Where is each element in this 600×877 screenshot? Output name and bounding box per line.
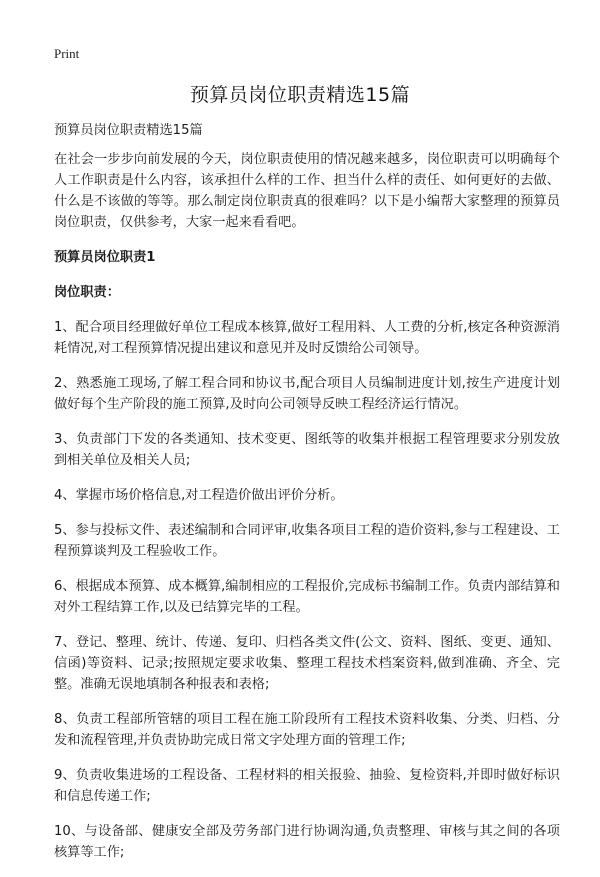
duty-item: 5、参与投标文件、表述编制和合同评审,收集各项目工程的造价资料,参与工程建设、工程预算谈判及工程验收工作。 [54, 523, 560, 559]
duty-item: 10、与设备部、健康安全部及劳务部门进行协调沟通,负责整理、审核与其之间的各项核算等工作; [54, 824, 560, 860]
duty-item: 8、负责工程部所管辖的项目工程在施工阶段所有工程技术资料收集、分类、归档、分发和流程管理,并负责协助完成日常文字处理方面的管理工作; [54, 712, 560, 748]
duty-item: 4、掌握市场价格信息,对工程造价做出评价分析。 [54, 488, 344, 503]
duty-item: 1、配合项目经理做好单位工程成本核算,做好工程用料、人工费的分析,核定各种资源消耗情况,对工程预算情况提出建议和意见并及时反馈给公司领导。 [54, 320, 560, 356]
duty-item: 9、负责收集进场的工程设备、工程材料的相关报验、抽验、复检资料,并即时做好标识和信息传递工作; [54, 768, 560, 804]
intro-paragraph: 在社会一步步向前发展的今天，岗位职责使用的情况越来越多，岗位职责可以明确每个人工作职责是什么内容，该承担什么样的工作、担当什么样的责任、如何更好的去做、什么是不该做的等等。那么制定岗位职责真的很难吗？以下是小编帮大家整理的预算员岗位职责，仅供参考，大家一起来看看吧。 [54, 152, 560, 230]
duty-item: 7、登记、整理、统计、传递、复印、归档各类文件(公文、资料、图纸、变更、通知、信函)等资料、记录;按照规定要求收集、整理工程技术档案资料,做到准确、齐全、完整。准确无误地填制各种报表和表格; [54, 635, 560, 692]
print-label: Print [54, 46, 80, 61]
duty-item: 2、熟悉施工现场,了解工程合同和协议书,配合项目人员编制进度计划,按生产进度计划做好每个生产阶段的施工预算,及时向公司领导反映工程经济运行情况。 [54, 376, 560, 412]
section-title: 预算员岗位职责1 [54, 250, 156, 265]
duty-item: 6、根据成本预算、成本概算,编制相应的工程报价,完成标书编制工作。负责内部结算和对外工程结算工作,以及已结算完毕的工程。 [54, 579, 560, 615]
duty-item: 3、负责部门下发的各类通知、技术变更、图纸等的收集并根据工程管理要求分别发放到相关单位及相关人员; [54, 432, 560, 468]
document-subtitle: 预算员岗位职责精选15篇 [54, 123, 203, 138]
document-body [54, 120, 560, 877]
document-title: 预算员岗位职责精选15篇 [189, 84, 411, 106]
duties-heading: 岗位职责： [54, 285, 120, 300]
